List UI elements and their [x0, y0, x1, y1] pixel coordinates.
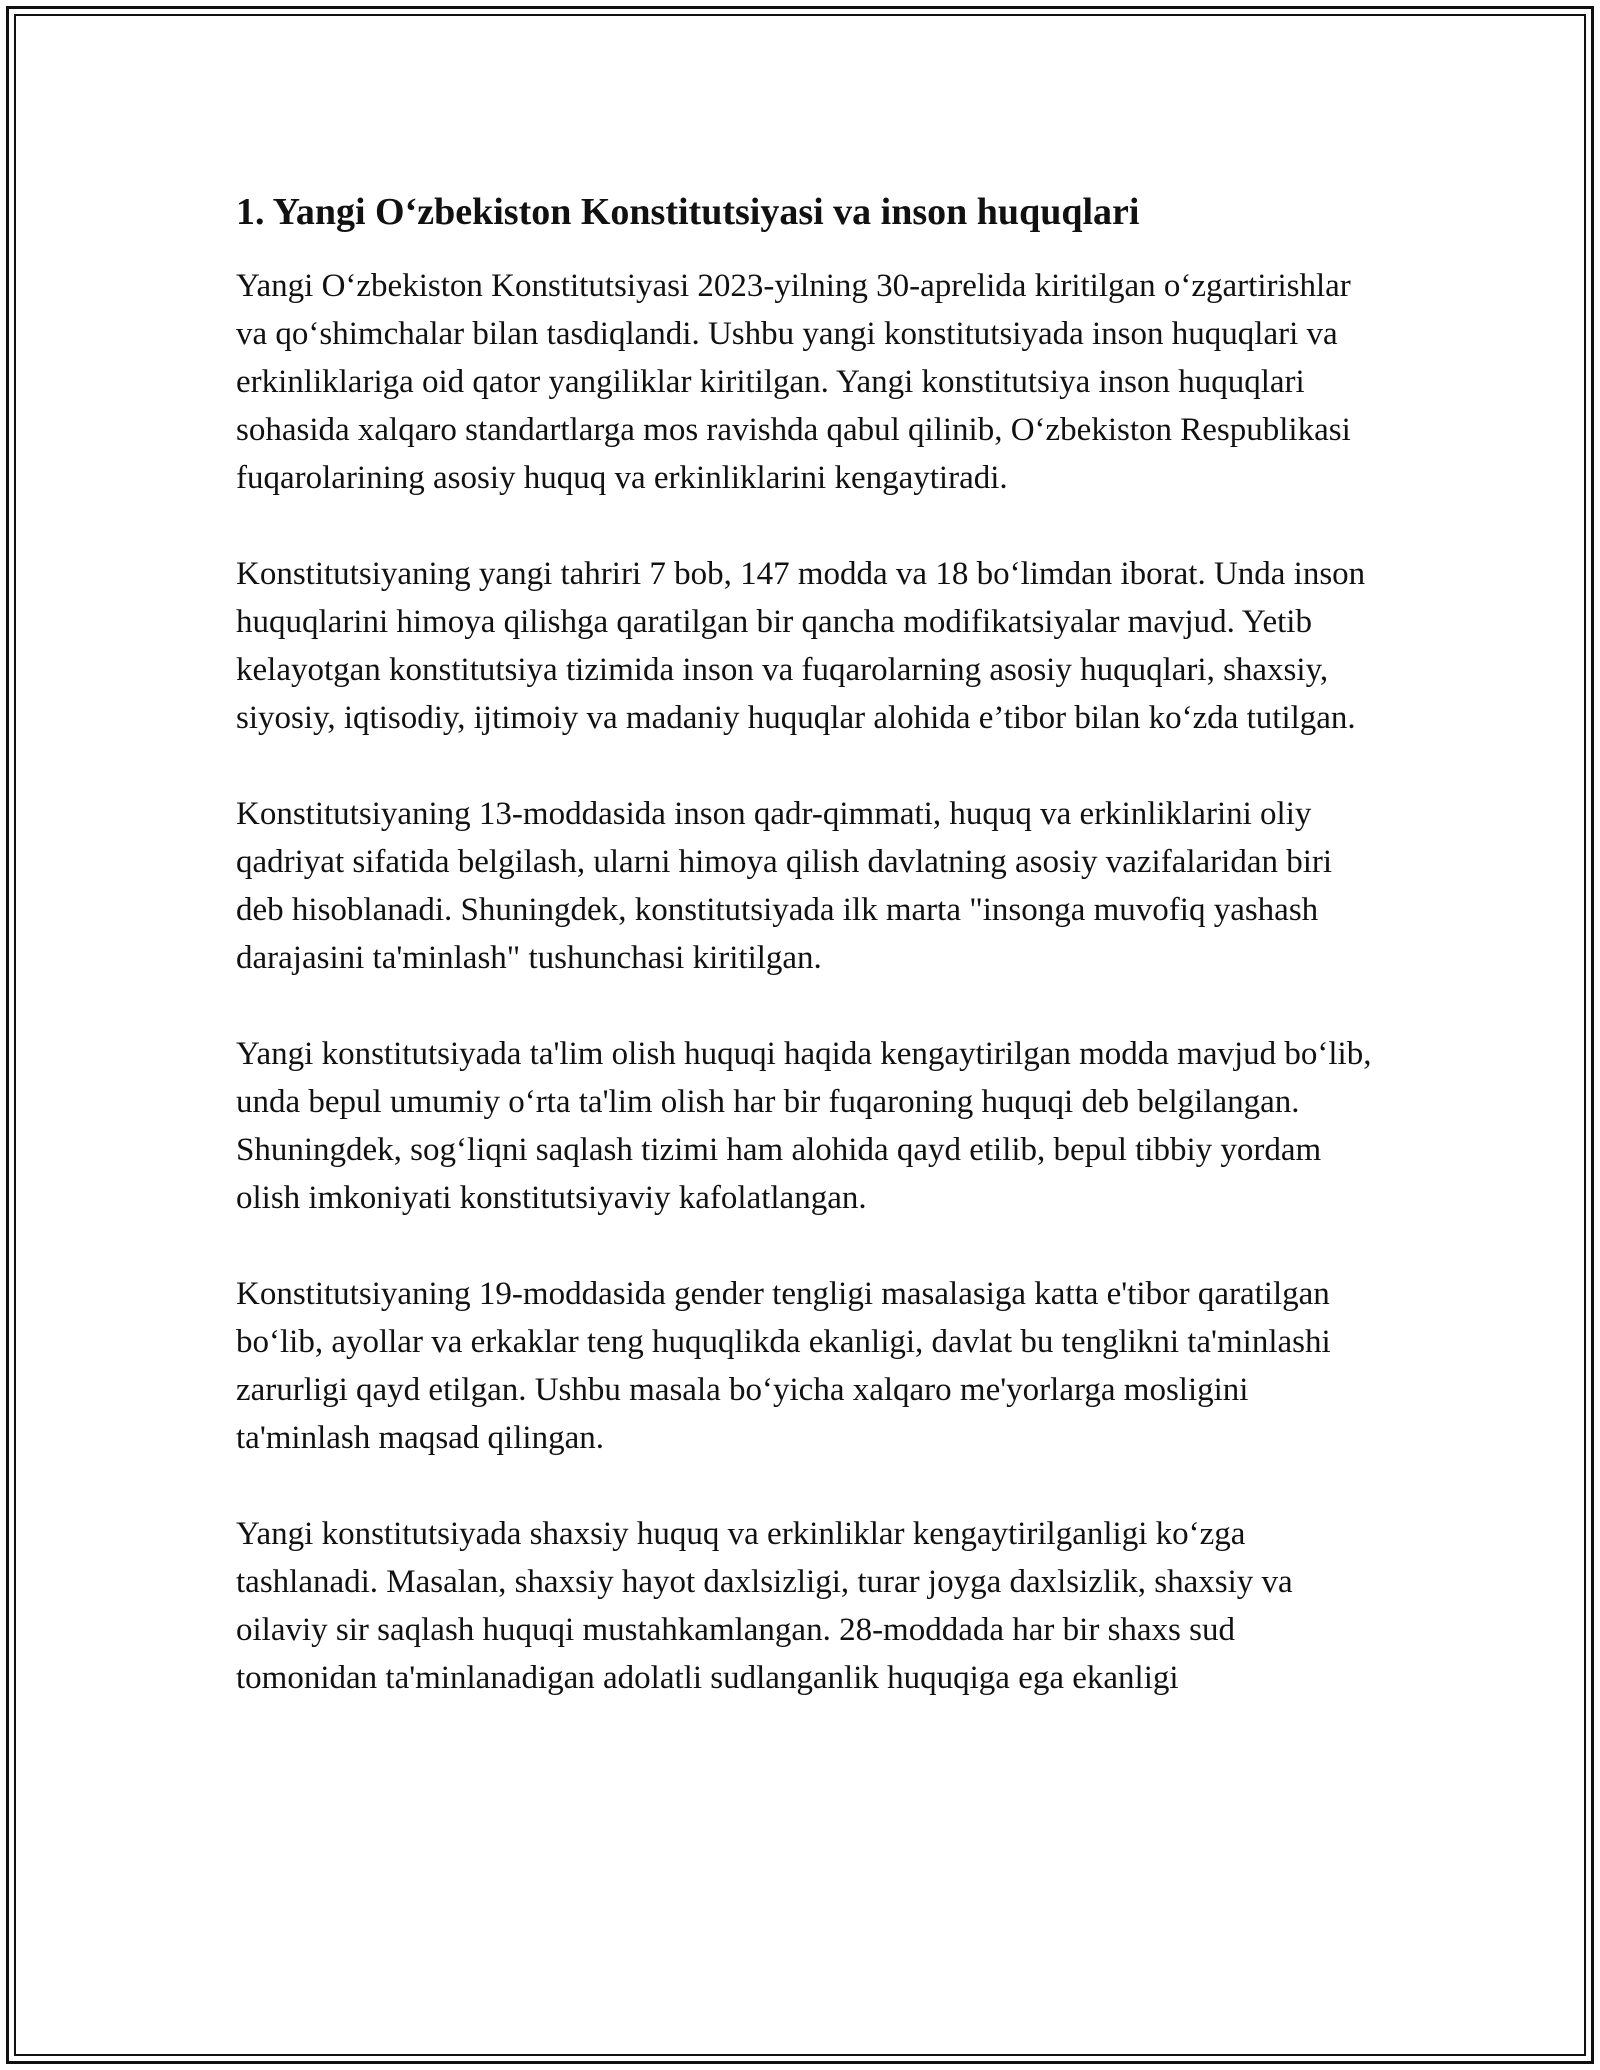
paragraph-3: Konstitutsiyaning 13-moddasida inson qadr-qimmati, huquq va erkinliklarini oliy qadriyat sifatida belgilash, ularni himoya qilish davlatning asosiy vazifalaridan biri deb hisoblanadi. Shuningdek, konstitutsiyada ilk marta "insonga muvofiq yashash darajasini ta'minlash" tushunchasi kiritilgan. — [236, 796, 1333, 976]
paragraph-5: Konstitutsiyaning 19-moddasida gender tengligi masalasiga katta e'tibor qaratilgan bo‘lib, ayollar va erkaklar teng huquqlikda ekanligi, davlat bu tenglikni ta'minlashi zarurligi qayd etilgan. Ushbu masala bo‘yicha xalqaro me'yorlarga mosligini ta'minlash maqsad qilingan. — [236, 1276, 1331, 1456]
document-body — [236, 186, 1376, 1750]
section-heading: 1. Yangi O‘zbekiston Konstitutsiyasi va inson huquqlari — [236, 191, 1140, 233]
paragraph-4: Yangi konstitutsiyada ta'lim olish huquqi haqida kengaytirilgan modda mavjud bo‘lib, unda bepul umumiy o‘rta ta'lim olish har bir fuqaroning huquqi deb belgilangan. Shuningdek, sog‘liqni saqlash tizimi ham alohida qayd etilib, bepul tibbiy yordam olish imkoniyati konstitutsiyaviy kafolatlangan. — [236, 1036, 1372, 1216]
paragraph-6: Yangi konstitutsiyada shaxsiy huquq va erkinliklar kengaytirilganligi ko‘zga tashlanadi. Masalan, shaxsiy hayot daxlsizligi, turar joyga daxlsizlik, shaxsiy va oilaviy sir saqlash huquqi mustahkamlangan. 28-moddada har bir shaxs sud tomonidan ta'minlanadigan adolatli sudlanganlik huquqiga ega ekanligi — [236, 1516, 1293, 1696]
paragraph-1: Yangi O‘zbekiston Konstitutsiyasi 2023-yilning 30-aprelida kiritilgan o‘zgartirishlar va qo‘shimchalar bilan tasdiqlandi. Ushbu yangi konstitutsiyada inson huquqlari va erkinliklariga oid qator yangiliklar kiritilgan. Yangi konstitutsiya inson huquqlari sohasida xalqaro standartlarga mos ravishda qabul qilinib, O‘zbekiston Respublikasi fuqarolarining asosiy huquq va erkinliklarini kengaytiradi. — [236, 268, 1351, 496]
paragraph-2: Konstitutsiyaning yangi tahriri 7 bob, 147 modda va 18 bo‘limdan iborat. Unda inson huquqlarini himoya qilishga qaratilgan bir qancha modifikatsiyalar mavjud. Yetib kelayotgan konstitutsiya tizimida inson va fuqarolarning asosiy huquqlari, shaxsiy, siyosiy, iqtisodiy, ijtimoiy va madaniy huquqlar alohida e’tibor bilan ko‘zda tutilgan. — [236, 556, 1366, 736]
